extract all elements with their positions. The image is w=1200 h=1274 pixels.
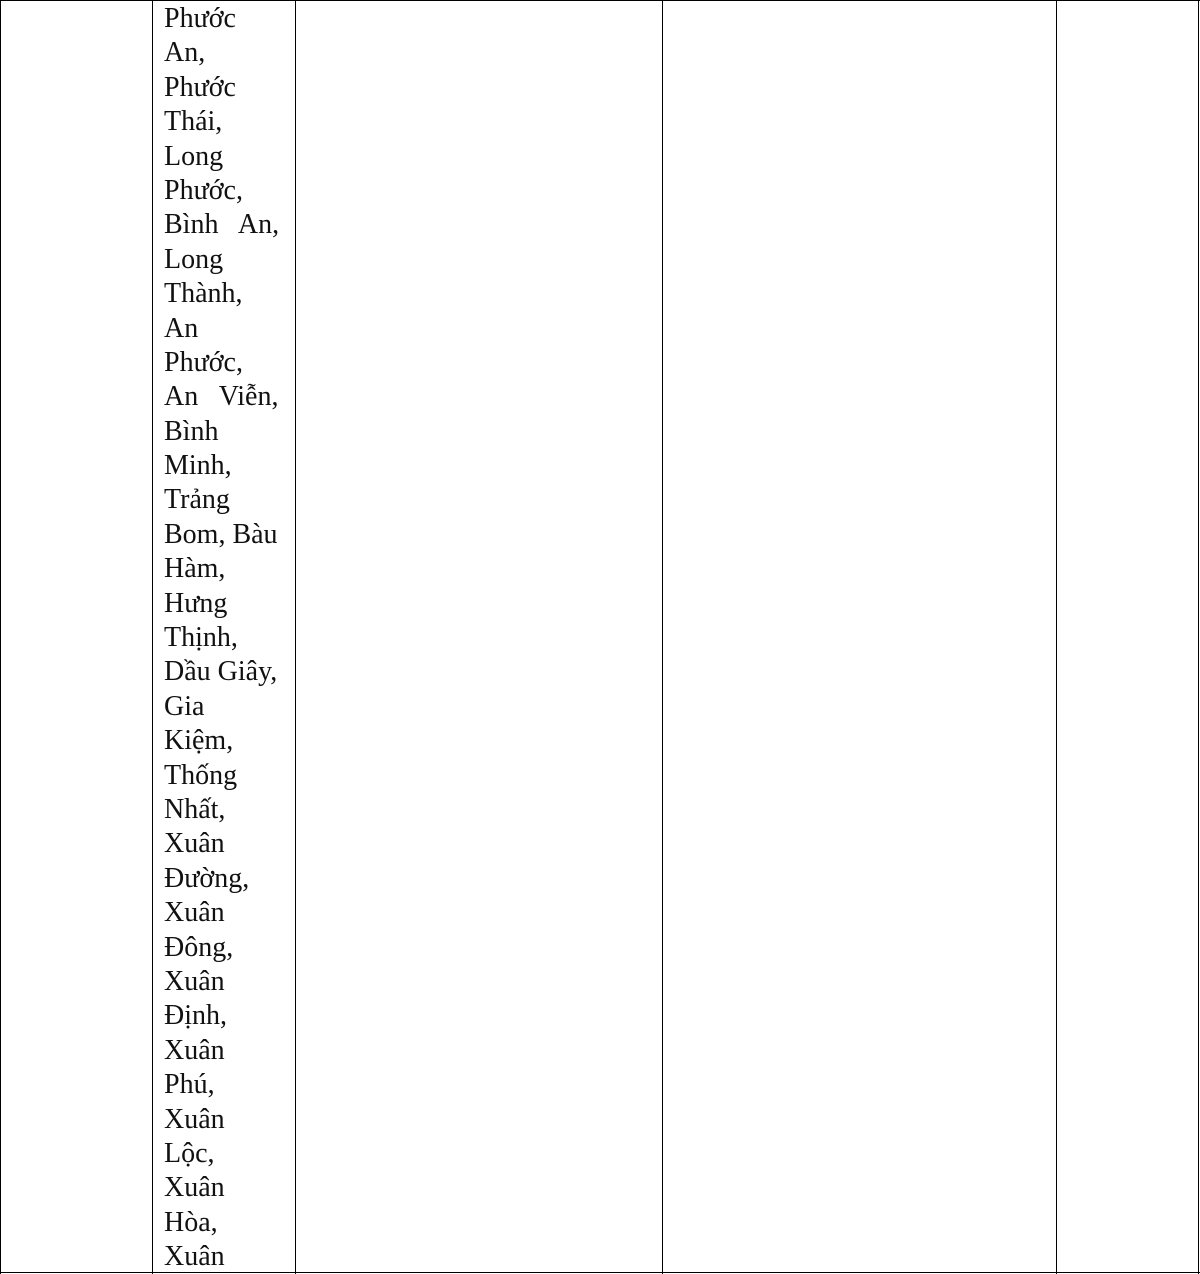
column-divider-1 [152,0,153,1274]
cell-line: Trảng [164,484,230,516]
cell-line: Gia [164,690,205,722]
cell-line: Xuân [164,965,225,997]
cell-line: Bình [164,415,219,447]
column-divider-4 [1056,0,1057,1274]
cell-line: Phú, [164,1069,215,1101]
cell-line: Nhất, [164,793,226,825]
cell-line: Hòa, [164,1206,218,1238]
cell-line: Bình An, [164,209,280,241]
cell-line: Bom, Bàu [164,518,278,550]
cell-line: Phước, [164,174,243,206]
table-border-left [0,0,1,1274]
cell-line: Lộc, [164,1137,215,1169]
cell-line: Thành, [164,278,243,310]
cell-line: Minh, [164,450,232,482]
cell-line: Thái, [164,106,223,138]
cell-line: Phước [164,3,236,34]
cell-line: Xuân [164,1241,225,1273]
column-divider-2 [295,0,296,1274]
cell-line: Xuân [164,1034,225,1066]
cell-line: Kiệm, [164,725,234,757]
cell-line: Thống [164,759,238,791]
table-cell-locations [164,2,286,1274]
table-border-right [1198,0,1199,1274]
cell-line: Phước, [164,346,243,378]
cell-line: An, [164,37,206,69]
cell-line: Xuân [164,1103,225,1135]
cell-line: Phước [164,71,236,103]
cell-line: Hàm, [164,553,226,585]
cell-line: Long [164,140,224,172]
cell-line: Thịnh, [164,622,238,654]
cell-line: An [164,312,199,344]
cell-line: Xuân [164,897,225,929]
cell-line: Long [164,243,224,275]
cell-line: An Viễn, [164,381,279,413]
cell-line: Dầu Giây, [164,656,278,688]
column-divider-3 [662,0,663,1274]
cell-line: Xuân [164,1172,225,1204]
cell-line: Đường, [164,862,250,894]
table-border-top [0,0,1200,1]
cell-line: Hưng [164,587,228,619]
cell-line: Xuân [164,828,225,860]
cell-line: Định, [164,1000,227,1032]
cell-line: Đông, [164,931,234,963]
